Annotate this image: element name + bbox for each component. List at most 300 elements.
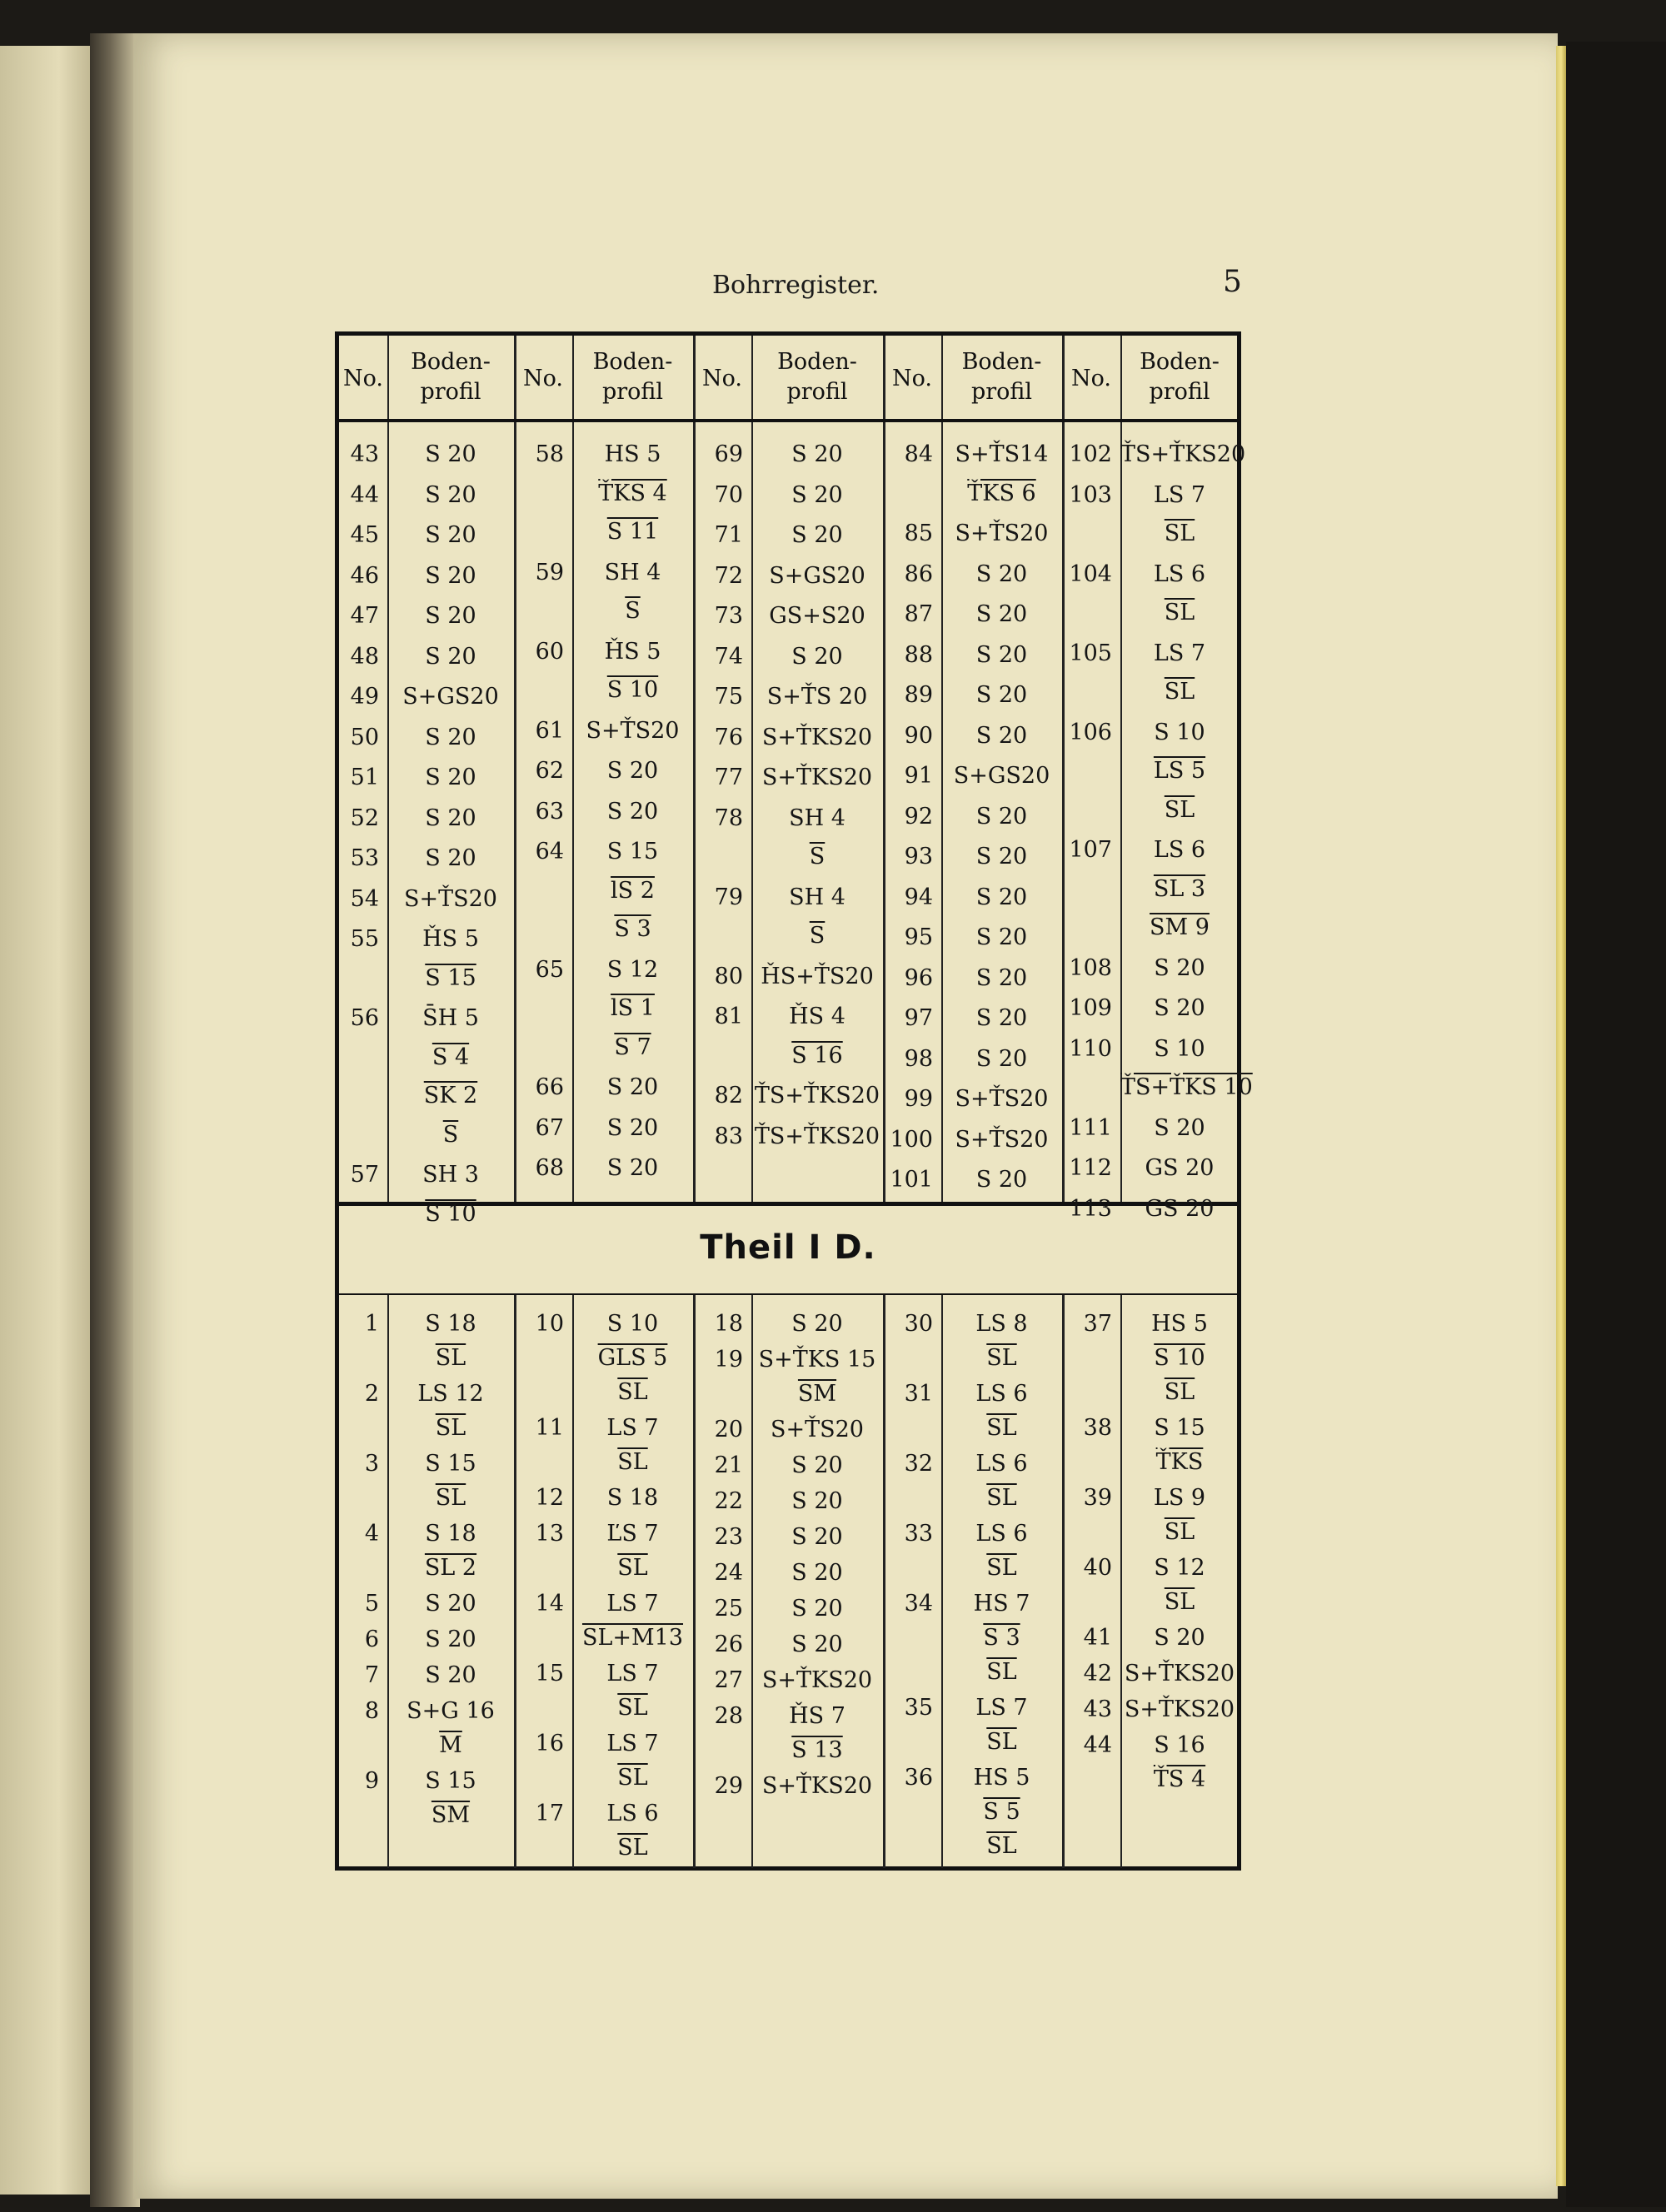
bodenprofil-value: S+ŤKS20: [761, 1773, 873, 1799]
entry-number: 12: [535, 1485, 564, 1511]
entry-number: 96: [904, 964, 933, 991]
bodenprofil-value: S+GS20: [953, 763, 1050, 789]
bodenprofil-value: S 20: [975, 803, 1028, 830]
entry-number: 107: [1069, 837, 1112, 863]
page-number: 5: [1223, 265, 1242, 299]
bodenprofil-value: $\overline{SL}$: [617, 1449, 648, 1475]
entry-number: 79: [714, 884, 743, 910]
bodenprofil-value: S̄H 5: [422, 1005, 479, 1031]
bodenprofil-value: ȞS 4: [789, 1004, 845, 1029]
entry-number: 86: [904, 560, 933, 587]
bodenprofil-value: S 18: [425, 1311, 476, 1337]
bodenprofil-value: ȞS 5: [604, 638, 661, 665]
entry-number: 44: [350, 481, 379, 508]
bodenprofil-value: S 10: [1154, 1035, 1205, 1062]
bodenprofil-value: $\overline{SL}$: [1164, 600, 1195, 625]
entry-number: 112: [1069, 1155, 1112, 1181]
entry-number: 47: [350, 603, 379, 629]
entry-number: 97: [904, 1005, 933, 1031]
entry-number: 70: [714, 481, 743, 508]
bodenprofil-value: S 3: [614, 916, 651, 942]
bodenprofil-value: S 20: [425, 1591, 476, 1617]
entry-number: 29: [714, 1773, 743, 1799]
bodenprofil-value: S+ŤS20: [771, 1417, 864, 1442]
left-page-edge: [0, 46, 98, 2195]
bodenprofil-value: S 20: [606, 758, 659, 784]
bodenprofil-value: S 20: [425, 481, 476, 508]
entry-number: 6: [364, 1627, 379, 1652]
bodenprofil-value: ŤKS 6: [967, 480, 1036, 506]
entry-number: 3: [364, 1451, 379, 1477]
entry-number: 61: [535, 717, 564, 744]
entry-number: 60: [535, 638, 564, 665]
entry-number: 65: [535, 956, 564, 983]
bodenprofil-value: $\overline{SL}$: [617, 1695, 648, 1721]
entry-number: 93: [904, 844, 933, 869]
entry-number: 48: [350, 643, 379, 670]
bodenprofil-value: S 20: [791, 481, 843, 508]
entry-number: 110: [1069, 1035, 1112, 1062]
bodenprofil-value: GS+S20: [769, 603, 865, 629]
entry-number: 91: [904, 763, 933, 789]
column-header-bodenprofil: Boden- profil: [1140, 349, 1220, 405]
bodenprofil-value: GS 20: [1145, 1155, 1215, 1181]
entry-number: 22: [714, 1488, 743, 1514]
bodenprofil-value: S 20: [606, 1114, 659, 1141]
entry-number: 21: [714, 1452, 743, 1478]
bodenprofil-value: S 20: [791, 441, 843, 467]
entry-number: 98: [904, 1045, 933, 1072]
entry-number: 64: [535, 839, 564, 864]
bodenprofil-value: S 11: [606, 519, 659, 545]
bodenprofil-value: S 20: [791, 522, 843, 548]
entry-number: 54: [350, 885, 379, 912]
entry-number: 10: [535, 1311, 564, 1337]
column-divider: [514, 1295, 516, 1868]
entry-number: 99: [904, 1086, 933, 1112]
entry-number: 25: [714, 1596, 743, 1622]
bodenprofil-value: LS 7: [606, 1731, 659, 1756]
entry-number: 44: [1083, 1732, 1112, 1758]
bodenprofil-value: GLS 5: [597, 1345, 668, 1371]
entry-number: 53: [350, 845, 379, 871]
bodenprofil-value: SM 9: [1150, 914, 1210, 940]
bodenprofil-value: S 10: [1154, 1345, 1205, 1371]
entry-number: 82: [714, 1083, 743, 1108]
bodenprofil-value: $\overline{SL}$: [1164, 796, 1195, 823]
bodenprofil-value: SH 4: [604, 559, 661, 585]
entry-number: 33: [904, 1521, 933, 1547]
entry-number: 89: [904, 682, 933, 708]
bodenprofil-value: LS 6: [606, 1801, 659, 1826]
entry-number: 24: [714, 1560, 743, 1586]
bodenprofil-value: S 10: [606, 677, 659, 703]
entry-number: 19: [714, 1347, 743, 1373]
bohrregister-table: [335, 331, 1253, 1871]
header-rule: [339, 419, 1237, 422]
bodenprofil-value: S 20: [975, 1167, 1028, 1193]
entry-number: 69: [714, 441, 743, 467]
entry-number: 71: [714, 522, 743, 548]
bodenprofil-value: $\overline{S}$: [809, 844, 826, 869]
entry-number: 9: [364, 1768, 379, 1794]
entry-number: 41: [1083, 1625, 1112, 1651]
column-header-no: No.: [343, 366, 383, 391]
column-header-no: No.: [702, 366, 742, 391]
entry-number: 78: [714, 805, 743, 831]
bodenprofil-value: S 10: [1154, 719, 1205, 745]
entry-number: 56: [350, 1005, 379, 1031]
bodenprofil-value: HS 5: [973, 1765, 1030, 1791]
entry-number: 27: [714, 1667, 743, 1693]
bodenprofil-value: S 20: [606, 798, 659, 825]
bodenprofil-value: S+ŤKS20: [761, 765, 873, 790]
bodenprofil-value: $\overline{ŤKS}$: [1155, 1449, 1204, 1475]
bodenprofil-value: S 12: [1154, 1555, 1205, 1581]
entry-number: 4: [364, 1521, 379, 1547]
entry-number: 50: [350, 724, 379, 750]
entry-number: 106: [1069, 719, 1112, 745]
bodenprofil-value: S 20: [791, 1560, 843, 1586]
bodenprofil-value: $\overline{SL}$: [435, 1485, 466, 1511]
bodenprofil-value: S+ŤKS20: [1124, 1696, 1235, 1722]
bodenprofil-value: HS 5: [604, 441, 661, 467]
bodenprofil-value: S 16: [791, 1042, 843, 1069]
entry-number: 76: [714, 724, 743, 750]
book-cover: [1566, 42, 1666, 2207]
bodenprofil-value: S 18: [606, 1485, 659, 1511]
column-header-no: No.: [892, 366, 932, 391]
entry-number: 34: [904, 1591, 933, 1617]
entry-number: 80: [714, 963, 743, 989]
bodenprofil-value: S 20: [1154, 1625, 1205, 1651]
bodenprofil-value: ŤS+ŤKS20: [754, 1123, 880, 1149]
entry-number: 28: [714, 1703, 743, 1729]
bodenprofil-value: S 20: [975, 844, 1028, 869]
entry-number: 87: [904, 601, 933, 627]
bodenprofil-value: S 20: [791, 643, 843, 670]
bodenprofil-value: S 20: [791, 1524, 843, 1550]
entry-number: 38: [1083, 1415, 1112, 1441]
entry-number: 30: [904, 1311, 933, 1337]
bodenprofil-value: lS 2: [611, 877, 655, 904]
bodenprofil-value: S 20: [975, 601, 1028, 627]
entry-number: 74: [714, 643, 743, 670]
entry-number: 59: [535, 559, 564, 585]
bodenprofil-value: ĽS 7: [606, 1521, 659, 1547]
bodenprofil-value: SL 3: [1153, 875, 1206, 902]
entry-number: 85: [904, 521, 933, 546]
column-header-bodenprofil: Boden- profil: [961, 349, 1042, 405]
bodenprofil-value: ȞS+ŤS20: [761, 963, 874, 989]
bodenprofil-value: $\overline{SL}$: [986, 1659, 1017, 1685]
bodenprofil-value: ȞS 5: [422, 926, 479, 952]
bodenprofil-value: S 20: [975, 924, 1028, 950]
bodenprofil-value: S+ŤS 20: [766, 684, 868, 710]
entry-number: 7: [364, 1662, 379, 1688]
bodenprofil-value: S 20: [791, 1632, 843, 1657]
entry-number: 81: [714, 1004, 743, 1029]
bodenprofil-value: $\overline{SL}$: [617, 1835, 648, 1861]
entry-number: 88: [904, 641, 933, 668]
bodenprofil-value: ŤS+ŤKS 10: [1120, 1074, 1253, 1100]
entry-number: 40: [1083, 1555, 1112, 1581]
bodenprofil-value: $\overline{SM}$: [797, 1381, 837, 1407]
entry-number: 63: [535, 798, 564, 825]
entry-number: 37: [1083, 1311, 1112, 1337]
bodenprofil-value: LS 7: [1153, 640, 1206, 666]
bodenprofil-value: S 16: [1154, 1732, 1205, 1758]
bodenprofil-value: S 15: [425, 1768, 476, 1794]
section-title-theil-id: Theil I D.: [700, 1228, 876, 1267]
bodenprofil-value: LS 6: [975, 1521, 1028, 1547]
entry-number: 58: [535, 441, 564, 467]
bodenprofil-value: S 20: [425, 1662, 476, 1688]
entry-number: 23: [714, 1524, 743, 1550]
bodenprofil-value: S 20: [606, 1155, 659, 1181]
bodenprofil-value: $\overline{SL}$: [617, 1379, 648, 1405]
entry-number: 15: [535, 1661, 564, 1686]
entry-number: 49: [350, 684, 379, 710]
entry-number: 43: [350, 441, 379, 467]
entry-number: 103: [1069, 481, 1112, 508]
entry-number: 13: [535, 1521, 564, 1547]
entry-number: 45: [350, 522, 379, 548]
entry-number: 90: [904, 722, 933, 749]
bodenprofil-value: S 4: [431, 1044, 470, 1070]
section-rule-thin: [339, 1293, 1237, 1295]
bodenprofil-value: $\overline{SL}$: [435, 1345, 466, 1371]
bodenprofil-value: HS 5: [1151, 1311, 1208, 1337]
entry-number: 51: [350, 765, 379, 790]
entry-number: 39: [1083, 1485, 1112, 1511]
entry-number: 43: [1083, 1696, 1112, 1722]
bodenprofil-value: S+ŤS20: [955, 1086, 1049, 1112]
entry-number: 14: [535, 1591, 564, 1617]
entry-number: 1: [364, 1311, 379, 1337]
bodenprofil-value: S+ŤKS20: [761, 724, 873, 750]
bodenprofil-value: S 20: [425, 522, 476, 548]
entry-number: 35: [904, 1695, 933, 1721]
column-header-bodenprofil: Boden- profil: [592, 349, 673, 405]
bodenprofil-value: S 20: [791, 1311, 843, 1337]
entry-number: 104: [1069, 560, 1112, 587]
bodenprofil-value: $\overline{SL}$: [1164, 1379, 1195, 1405]
bodenprofil-value: S 18: [425, 1521, 476, 1547]
bodenprofil-value: $\overline{SL}$: [986, 1485, 1017, 1511]
page-edges: [1556, 46, 1566, 2186]
bodenprofil-value: S 20: [975, 560, 1028, 587]
bodenprofil-value: S+ŤS20: [404, 885, 497, 912]
bodenprofil-value: $\overline{SL}$: [986, 1415, 1017, 1441]
entry-number: 92: [904, 803, 933, 830]
bodenprofil-value: S+ŤS20: [955, 521, 1049, 546]
bodenprofil-value: S 20: [975, 964, 1028, 991]
bodenprofil-value: S 13: [791, 1737, 843, 1763]
bodenprofil-value: S+G 16: [407, 1698, 495, 1724]
entry-number: 75: [714, 684, 743, 710]
bodenprofil-value: $\overline{SL}$: [617, 1555, 648, 1581]
bodenprofil-value: S 20: [425, 845, 476, 871]
bodenprofil-value: $\overline{M}$: [439, 1732, 462, 1758]
bodenprofil-value: S+ŤKS20: [761, 1667, 873, 1693]
bodenprofil-value: $\overline{SL}$: [986, 1345, 1017, 1371]
bodenprofil-value: LS 5: [1153, 758, 1206, 784]
bodenprofil-value: S 20: [425, 765, 476, 790]
bodenprofil-value: ŤS+ŤKS20: [754, 1083, 880, 1108]
column-header-bodenprofil: Boden- profil: [777, 349, 857, 405]
entry-number: 36: [904, 1765, 933, 1791]
bodenprofil-value: S 10: [425, 1200, 476, 1227]
bodenprofil-value: $\overline{SL}$: [617, 1765, 648, 1791]
bodenprofil-value: S 20: [975, 884, 1028, 910]
bodenprofil-value: GS 20: [1145, 1195, 1215, 1222]
bodenprofil-value: LS 12: [417, 1381, 484, 1407]
bodenprofil-value: LS 7: [606, 1415, 659, 1441]
bodenprofil-value: LS 6: [1153, 560, 1206, 587]
bodenprofil-value: SH 4: [789, 805, 845, 831]
bodenprofil-value: $\overline{SL}$: [986, 1833, 1017, 1859]
entry-number: 108: [1069, 954, 1112, 981]
bodenprofil-value: S 20: [1154, 995, 1205, 1021]
entry-number: 2: [364, 1381, 379, 1407]
bodenprofil-value: $\overline{SL}$: [986, 1555, 1017, 1581]
bodenprofil-value: S 20: [606, 1074, 659, 1100]
entry-number: 73: [714, 603, 743, 629]
bodenprofil-value: S+ŤS20: [586, 717, 680, 744]
bodenprofil-value: S 20: [975, 1005, 1028, 1031]
entry-number: 18: [714, 1311, 743, 1337]
bodenprofil-value: LS 7: [606, 1591, 659, 1617]
entry-number: 8: [364, 1698, 379, 1724]
entry-number: 52: [350, 805, 379, 831]
bodenprofil-value: $\overline{SL}$: [986, 1729, 1017, 1755]
entry-number: 46: [350, 562, 379, 589]
entry-number: 72: [714, 562, 743, 589]
entry-number: 31: [904, 1381, 933, 1407]
entry-number: 5: [364, 1591, 379, 1617]
bodenprofil-value: LS 7: [975, 1695, 1028, 1721]
entry-number: 77: [714, 765, 743, 790]
bodenprofil-value: S 20: [425, 603, 476, 629]
bodenprofil-value: S 15: [1154, 1415, 1205, 1441]
column-header-no: No.: [1071, 366, 1111, 391]
bodenprofil-value: LS 7: [1153, 481, 1206, 508]
bodenprofil-value: S+ŤS20: [955, 1126, 1049, 1153]
bodenprofil-value: $\overline{SL}$: [1164, 521, 1195, 546]
bodenprofil-value: S 20: [425, 724, 476, 750]
bodenprofil-value: LS 6: [975, 1451, 1028, 1477]
bodenprofil-value: $\overline{SM}$: [431, 1802, 471, 1828]
entry-number: 20: [714, 1417, 743, 1442]
bodenprofil-value: S 20: [975, 641, 1028, 668]
bodenprofil-value: $\overline{SL}$: [435, 1415, 466, 1441]
column-divider: [1062, 1295, 1065, 1868]
entry-number: 62: [535, 758, 564, 784]
bodenprofil-value: S 12: [606, 956, 659, 983]
entry-number: 94: [904, 884, 933, 910]
bodenprofil-value: SL+M13: [581, 1625, 684, 1651]
entry-number: 102: [1069, 441, 1112, 467]
bodenprofil-value: S 15: [425, 964, 476, 991]
bodenprofil-value: S 3: [983, 1625, 1020, 1651]
bodenprofil-value: SH 3: [422, 1162, 479, 1188]
bodenprofil-value: S 20: [425, 643, 476, 670]
bodenprofil-value: S+ŤKS 15: [758, 1347, 876, 1373]
bodenprofil-value: SH 4: [789, 884, 845, 910]
entry-number: 105: [1069, 640, 1112, 666]
bodenprofil-value: ȞS 7: [789, 1703, 845, 1729]
bodenprofil-value: S 20: [425, 562, 476, 589]
bodenprofil-value: $\overline{S}$: [625, 598, 641, 624]
bodenprofil-value: HS 7: [973, 1591, 1030, 1617]
bodenprofil-value: LS 7: [606, 1661, 659, 1686]
running-head: Bohrregister.: [712, 271, 880, 300]
bodenprofil-value: S 20: [791, 1452, 843, 1478]
bodenprofil-value: LS 8: [975, 1311, 1028, 1337]
bodenprofil-value: $\overline{SL}$: [1164, 1519, 1195, 1545]
bodenprofil-value: S 20: [425, 805, 476, 831]
bodenprofil-value: S 20: [791, 1488, 843, 1514]
entry-number: 101: [890, 1167, 933, 1193]
bodenprofil-value: LS 6: [975, 1381, 1028, 1407]
entry-number: 17: [535, 1801, 564, 1826]
bodenprofil-value: S+ŤS14: [955, 441, 1049, 467]
bodenprofil-value: $\overline{SL}$: [1164, 679, 1195, 705]
bodenprofil-value: S 7: [614, 1034, 651, 1060]
entry-number: 84: [904, 441, 933, 467]
column-header-bodenprofil: Boden- profil: [411, 349, 491, 405]
bodenprofil-value: S 20: [791, 1596, 843, 1622]
bodenprofil-value: SK 2: [423, 1083, 478, 1108]
bodenprofil-value: S+GS20: [769, 562, 865, 589]
entry-number: 111: [1069, 1114, 1112, 1141]
entry-number: 55: [350, 926, 379, 952]
bodenprofil-value: S 20: [975, 682, 1028, 708]
entry-number: 100: [890, 1126, 933, 1153]
entry-number: 67: [535, 1114, 564, 1141]
bodenprofil-value: ŤS 4: [1153, 1766, 1206, 1792]
bodenprofil-value: S 20: [1154, 954, 1205, 981]
entry-number: 26: [714, 1632, 743, 1657]
bodenprofil-value: S 20: [425, 441, 476, 467]
entry-number: 109: [1069, 995, 1112, 1021]
bodenprofil-value: S 20: [425, 1627, 476, 1652]
column-header-no: No.: [523, 366, 563, 391]
bodenprofil-value: S 15: [606, 839, 659, 864]
bodenprofil-value: S 20: [1154, 1114, 1205, 1141]
bodenprofil-value: S 20: [975, 1045, 1028, 1072]
bodenprofil-value: $\overline{S}$: [809, 923, 826, 949]
entry-number: 57: [350, 1162, 379, 1188]
entry-number: 16: [535, 1731, 564, 1756]
bodenprofil-value: S 10: [606, 1311, 659, 1337]
entry-number: 32: [904, 1451, 933, 1477]
bodenprofil-value: S 5: [983, 1799, 1020, 1825]
book-gutter: [90, 33, 140, 2207]
entry-number: 42: [1083, 1661, 1112, 1686]
entry-number: 11: [535, 1415, 564, 1441]
bodenprofil-value: lS 1: [611, 995, 655, 1021]
bodenprofil-value: S+ŤKS20: [1124, 1661, 1235, 1686]
bodenprofil-value: S 15: [425, 1451, 476, 1477]
bodenprofil-value: LS 9: [1153, 1485, 1206, 1511]
bodenprofil-value: $\overline{S}$: [442, 1121, 459, 1148]
bodenprofil-value: LS 6: [1153, 837, 1206, 863]
bodenprofil-value: ŤS+ŤKS20: [1120, 441, 1246, 467]
entry-number: 83: [714, 1123, 743, 1149]
bodenprofil-value: $\overline{SL}$: [1164, 1589, 1195, 1615]
